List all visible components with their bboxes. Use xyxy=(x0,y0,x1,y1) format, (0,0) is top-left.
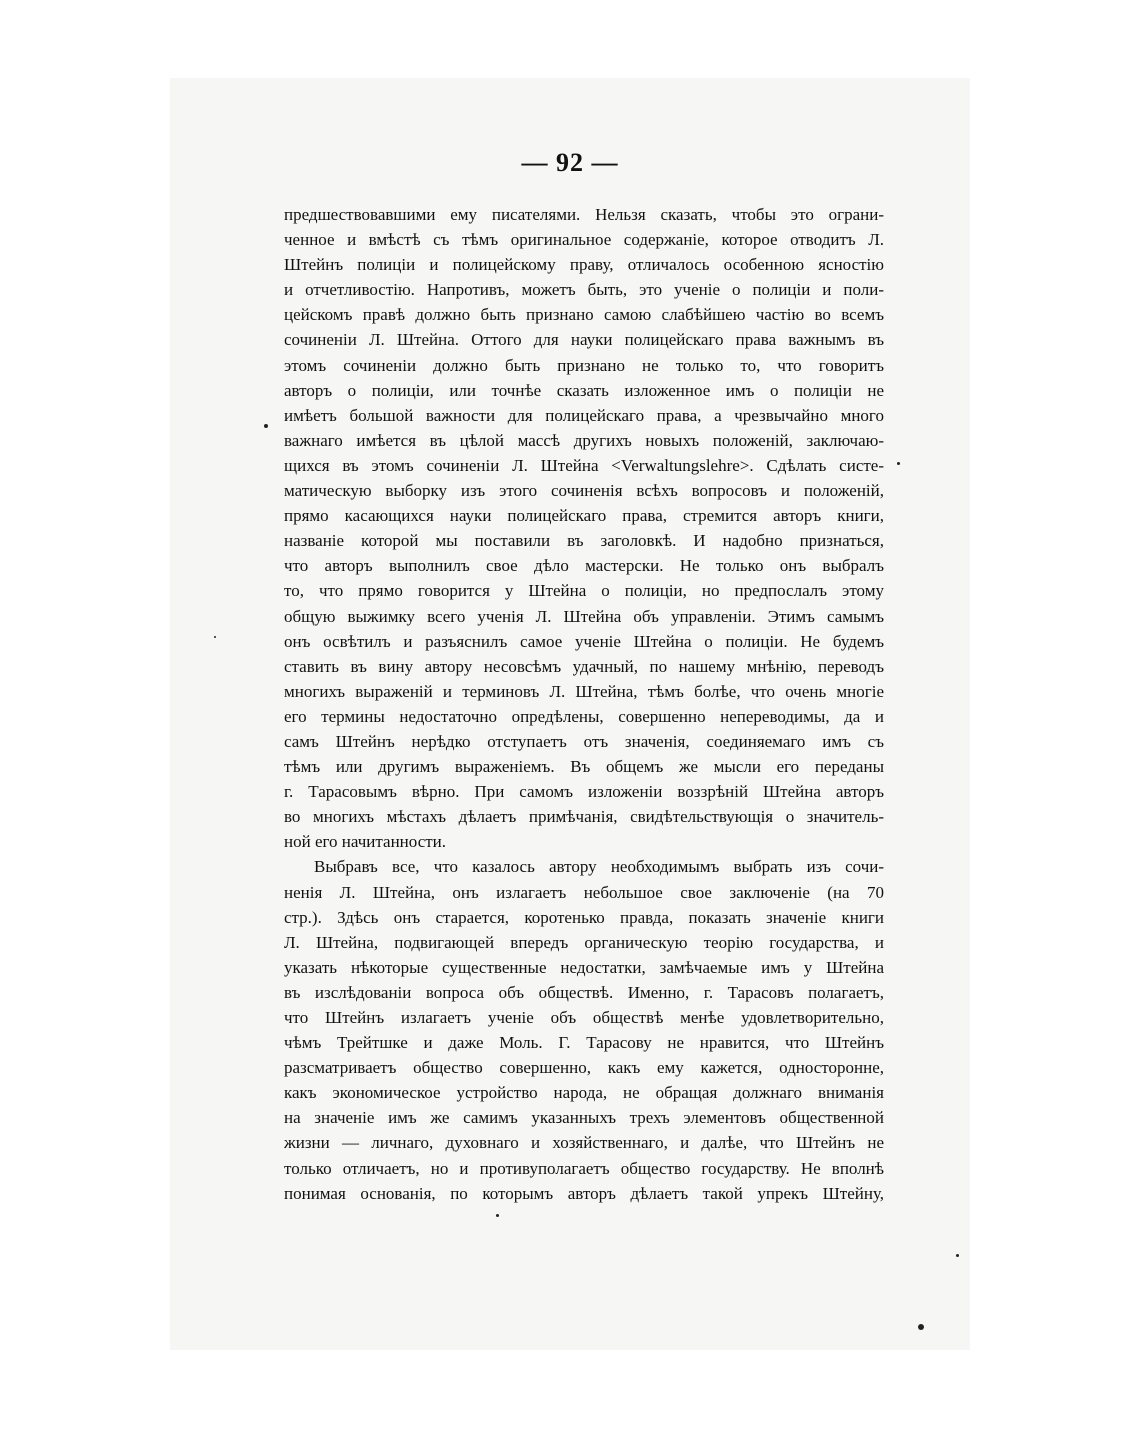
text-line: Л. Штейна, подвигающей впередъ органическую теорію государства, и xyxy=(284,932,884,952)
text-line: на значеніе имъ же самимъ указанныхъ трехъ элементовъ общественной xyxy=(284,1108,884,1128)
text-line: цейскомъ правѣ должно быть признано самою слабѣйшею частію во всемъ xyxy=(284,305,884,325)
text-line: указать нѣкоторые существенные недостатки, замѣчаемые имъ у Штейна xyxy=(284,957,884,977)
text-line: разсматриваетъ общество совершенно, какъ ему кажется, одностороннe, xyxy=(284,1058,884,1078)
text-line: Штейнъ полиціи и полицейскому праву, отличалось особенною ясностію xyxy=(284,255,884,275)
text-line: какъ экономическое устройство народа, не обращая должнаго вниманія xyxy=(284,1083,884,1103)
text-line: сочиненіи Л. Штейна. Оттого для науки полицейскаго права важнымъ въ xyxy=(284,330,884,350)
text-line: въ изслѣдованіи вопроса объ обществѣ. Именно, г. Тарасовъ полагаетъ, xyxy=(284,982,884,1002)
text-line: что Штейнъ излагаетъ ученіе объ обществѣ менѣе удовлетворительно, xyxy=(284,1008,884,1027)
text-line: ной его начитанности. xyxy=(284,832,447,852)
text-line: его термины недостаточно опредѣлены, совершенно непереводимы, да и xyxy=(284,706,884,726)
text-line: многихъ выраженій и терминовъ Л. Штейна, тѣмъ болѣе, что очень многіе xyxy=(284,681,884,701)
text-line: ставить въ вину автору несовсѣмъ удачный, по нашему мнѣнію, переводъ xyxy=(284,656,884,676)
text-line: что авторъ выполнилъ свое дѣло мастерски. Не только онъ выбралъ xyxy=(284,556,884,576)
text-line: самъ Штейнъ нерѣдко отступаетъ отъ значенія, соединяемаго имъ съ xyxy=(284,731,884,751)
text-line: общую выжимку всего ученія Л. Штейна объ управленіи. Этимъ самымъ xyxy=(284,606,884,626)
text-line: предшествовавшими ему писателями. Нельзя сказать, чтобы это ограни- xyxy=(284,205,884,224)
text-line: чѣмъ Трейтшке и даже Моль. Г. Тарасову не нравится, что Штейнъ xyxy=(284,1033,884,1053)
text-line: и отчетливостію. Напротивъ, можетъ быть, это ученіе о полиціи и поли- xyxy=(284,280,884,300)
scan-speck xyxy=(918,1324,924,1330)
scan-speck xyxy=(496,1214,499,1217)
scan-speck xyxy=(214,636,216,638)
text-line: понимая основанія, по которымъ авторъ дѣлаетъ такой упрекъ Штейну, xyxy=(284,1183,884,1203)
text-line: ченное и вмѣстѣ съ тѣмъ оригинальное содержаніе, которое отводитъ Л. xyxy=(284,230,884,250)
text-line: только отличаетъ, но и противуполагаетъ общество государству. Не вполнѣ xyxy=(284,1158,884,1178)
text-line: онъ освѣтилъ и разъяснилъ самое ученіе Штейна о полиціи. Не будемъ xyxy=(284,631,884,651)
text-line: Выбравъ все, что казалось автору необходимымъ выбрать изъ сочи- xyxy=(314,857,884,877)
page-number: — 92 — xyxy=(521,148,619,177)
text-line: то, что прямо говорится у Штейна о полиціи, но предпослалъ этому xyxy=(284,581,884,601)
body-text xyxy=(284,202,884,1206)
text-line: жизни — личнаго, духовнаго и хозяйственнаго, и далѣе, что Штейнъ не xyxy=(284,1133,884,1153)
scan-speck xyxy=(897,462,900,465)
text-line: во многихъ мѣстахъ дѣлаетъ примѣчанія, свидѣтельствующія о значитель- xyxy=(284,807,884,827)
text-line: прямо касающихся науки полицейскаго права, стремится авторъ книги, xyxy=(284,506,884,526)
text-line: ненія Л. Штейна, онъ излагаетъ небольшое свое заключеніе (на 70 xyxy=(284,882,884,902)
text-line: щихся въ этомъ сочиненіи Л. Штейна <Verwaltungslehre>. Сдѣлать систе- xyxy=(284,455,884,475)
text-line: названіе которой мы поставили въ заголовкѣ. И надобно признаться, xyxy=(284,531,884,551)
text-line: имѣетъ большой важности для полицейскаго права, а чрезвычайно много xyxy=(284,405,884,425)
scan-speck xyxy=(956,1254,959,1257)
text-line: г. Тарасовымъ вѣрно. При самомъ изложеніи воззрѣній Штейна авторъ xyxy=(284,782,884,802)
text-line: тѣмъ или другимъ выраженіемъ. Въ общемъ же мысли его переданы xyxy=(284,757,884,777)
text-line: авторъ о полиціи, или точнѣе сказать изложенное имъ о полиціи не xyxy=(284,380,884,400)
scan-speck xyxy=(264,424,268,428)
text-line: стр.). Здѣсь онъ старается, коротенько правда, показать значеніе книги xyxy=(284,907,884,927)
text-line: этомъ сочиненіи должно быть признано не только то, что говоритъ xyxy=(284,355,884,375)
text-line: важнаго имѣется въ цѣлой массѣ другихъ новыхъ положеній, заключаю- xyxy=(284,430,884,450)
text-line: матическую выборку изъ этого сочиненія всѣхъ вопросовъ и положеній, xyxy=(284,481,884,501)
